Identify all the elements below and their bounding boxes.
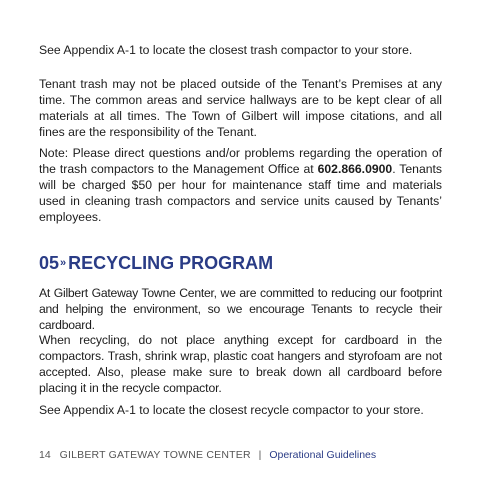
- appendix-recycle-paragraph: See Appendix A-1 to locate the closest recycle compactor to your store.: [39, 403, 424, 417]
- footer-organization: GILBERT GATEWAY TOWNE CENTER: [59, 449, 251, 461]
- page-footer: [39, 448, 376, 462]
- section-title: RECYCLING PROGRAM: [68, 253, 274, 273]
- note-text: Note: Please direct questions and/or problems regarding the operation of the trash compactors to the Management Office at: [39, 146, 442, 177]
- tenant-trash-paragraph: Tenant trash may not be placed outside of the Tenant’s Premises at any time. The common areas and service hallways are to be kept clear of all materials at all times. The Town of Gilbert will impose citations, and all fines are the responsibility of the Tenant.: [39, 77, 442, 140]
- footer-separator: |: [258, 449, 262, 461]
- chevron-icon: »: [60, 257, 67, 269]
- note-text-continued: . Tenants will be charged $50 per hour for maintenance staff time and materials used in cleaning trash compactors and service units caused by Tenants’ employees.: [39, 162, 442, 225]
- recycling-intro-paragraph: At Gilbert Gateway Towne Center, we are committed to reducing our footprint and helping the environment, so we encourage Tenants to recycle their cardboard.: [39, 286, 442, 333]
- appendix-trash-paragraph: See Appendix A-1 to locate the closest trash compactor to your store.: [39, 43, 413, 57]
- section-number: 05: [39, 253, 60, 273]
- note-paragraph: [39, 145, 442, 225]
- section-heading: [39, 252, 273, 274]
- footer-document-title: Operational Guidelines: [269, 449, 377, 461]
- recycling-rules-paragraph: When recycling, do not place anything except for cardboard in the compactors. Trash, shrink wrap, plastic coat hangers and styrofoam are not accepted. Also, please make sure to break down all cardboard before placing it in the recycle compactor.: [39, 333, 442, 396]
- management-office-phone: 602.866.0900: [317, 162, 393, 177]
- page-number: 14: [39, 449, 51, 461]
